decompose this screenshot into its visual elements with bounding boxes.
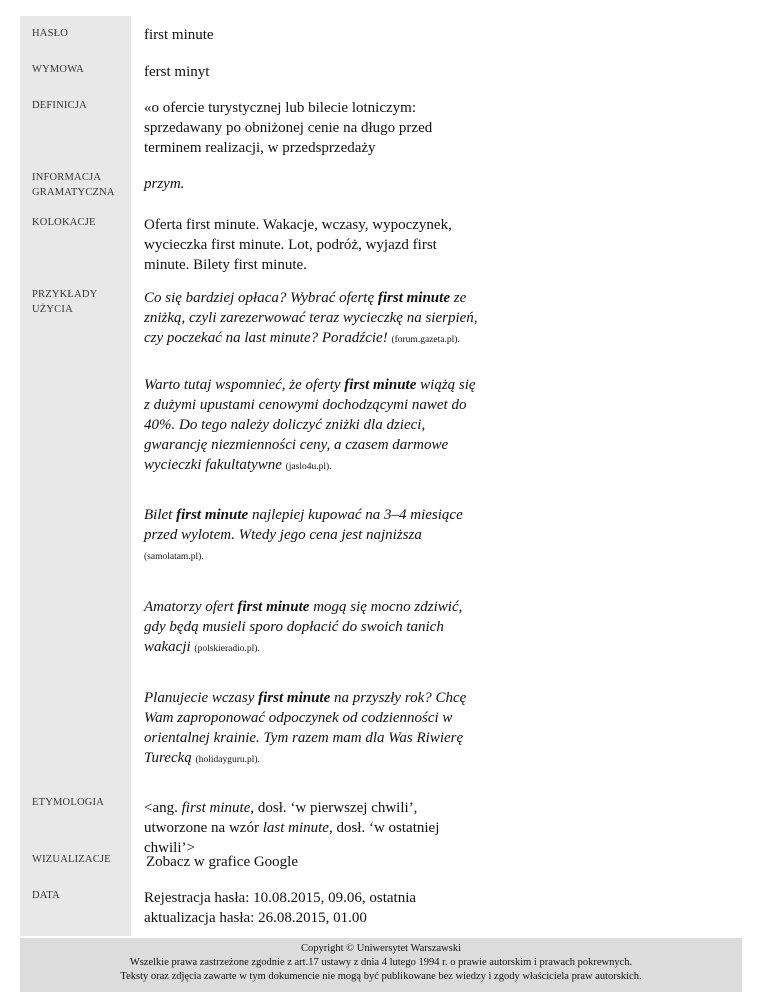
value-haslo: first minute [144, 27, 214, 43]
etymology-text: , dosł. ‘w pierwszej chwili’, utworzone na wzór [144, 800, 418, 836]
label-kolokacje: KOLOKACJE [32, 217, 96, 228]
example-source: (samolatam.pl). [144, 552, 204, 562]
label-etymologia: ETYMOLOGIA [32, 797, 104, 808]
example-keyword: first minute [344, 377, 417, 393]
label-data: DATA [32, 890, 60, 901]
usage-example [144, 288, 484, 350]
example-source: (polskieradio.pl). [194, 644, 260, 654]
example-text: na przyszły rok? Chcę Wam zaproponować odpoczynek od codzienności w orientalnej krainie. Tym razem mam dla Was Riwierę Turecką [144, 690, 467, 766]
value-definicja: «o ofercie turystycznej lub bilecie lotniczym: sprzedawany po obniżonej cenie na długo przed terminem realizacji, w przedsprzedaży [144, 100, 433, 156]
example-keyword: first minute [176, 507, 249, 523]
value-data: Rejestracja hasła: 10.08.2015, 09.06, ostatnia aktualizacja hasła: 26.08.2015, 01.00 [144, 890, 417, 926]
value-etymologia [144, 798, 484, 858]
usage-example [144, 688, 484, 770]
value-informacja: przym. [144, 176, 185, 192]
footer-copyright: Copyright © Uniwersytet Warszawski [300, 943, 462, 954]
etymology-text: , dosł. ‘w ostatniej chwili’> [144, 820, 440, 856]
footer-notice: Teksty oraz zdjęcia zawarte w tym dokumencie nie mogą być publikowane bez wiedzy i zgody właściciela praw autorskich. [120, 971, 642, 982]
value-kolokacje: Oferta first minute. Wakacje, wczasy, wypoczynek, wycieczka first minute. Lot, podróż, wyjazd first minute. Bilety first minute. [144, 217, 452, 273]
google-images-link[interactable]: Zobacz w grafice Google [146, 854, 299, 870]
example-text: wiążą się z dużymi upustami cenowymi dochodzącymi nawet do 40%. Do tego należy doliczyć zniżki dla dzieci, gwarancję niezmienności ceny, a czasem darmowe wycieczki fakultatywne [144, 377, 476, 473]
etymology-model-phrase: last minute [262, 820, 329, 836]
footer-rights: Wszelkie prawa zastrzeżone zgodnie z art.17 ustawy z dnia 4 lutego 1994 r. o prawie autorskim i prawach pokrewnych. [129, 957, 633, 968]
etymology-text: <ang. [144, 800, 182, 816]
value-wymowa: ferst minyt [144, 64, 210, 80]
example-text: Co się bardziej opłaca? Wybrać ofertę [144, 290, 378, 306]
example-keyword: first minute [258, 690, 331, 706]
example-source: (holidayguru.pl). [195, 755, 260, 765]
label-wymowa: WYMOWA [32, 64, 84, 75]
usage-example [144, 597, 484, 659]
etymology-source-phrase: first minute [181, 800, 251, 816]
copyright-footer [20, 938, 742, 992]
example-text: najlepiej kupować na 3–4 miesiące przed wylotem. Wtedy jego cena jest najniższa [144, 507, 463, 543]
usage-example [144, 505, 484, 567]
label-definicja: DEFINICJA [32, 100, 87, 111]
label-haslo: HASŁO [32, 28, 69, 39]
label-przyklady: PRZYKŁADY UŻYCIA [32, 289, 97, 315]
example-text: Warto tutaj wspomnieć, że oferty [144, 377, 345, 393]
example-source: (forum.gazeta.pl). [391, 335, 460, 345]
label-wizualizacje: WIZUALIZACJE [32, 854, 111, 865]
example-source: (jaslo4u.pl). [285, 462, 332, 472]
usage-example [144, 375, 484, 477]
example-keyword: first minute [377, 290, 450, 306]
example-text: Bilet [144, 507, 177, 523]
label-informacja: INFORMACJA GRAMATYCZNA [32, 172, 115, 198]
example-keyword: first minute [237, 599, 310, 615]
example-text: mogą się mocno zdziwić, gdy będą musieli sporo dopłacić do swoich tanich wakacji [144, 599, 463, 655]
example-text: ze zniżką, czyli zarezerwować teraz wycieczkę na sierpień, czy poczekać na last minute? Poradźcie! [144, 290, 478, 346]
example-text: Amatorzy ofert [144, 599, 238, 615]
example-text: Planujecie wczasy [144, 690, 259, 706]
